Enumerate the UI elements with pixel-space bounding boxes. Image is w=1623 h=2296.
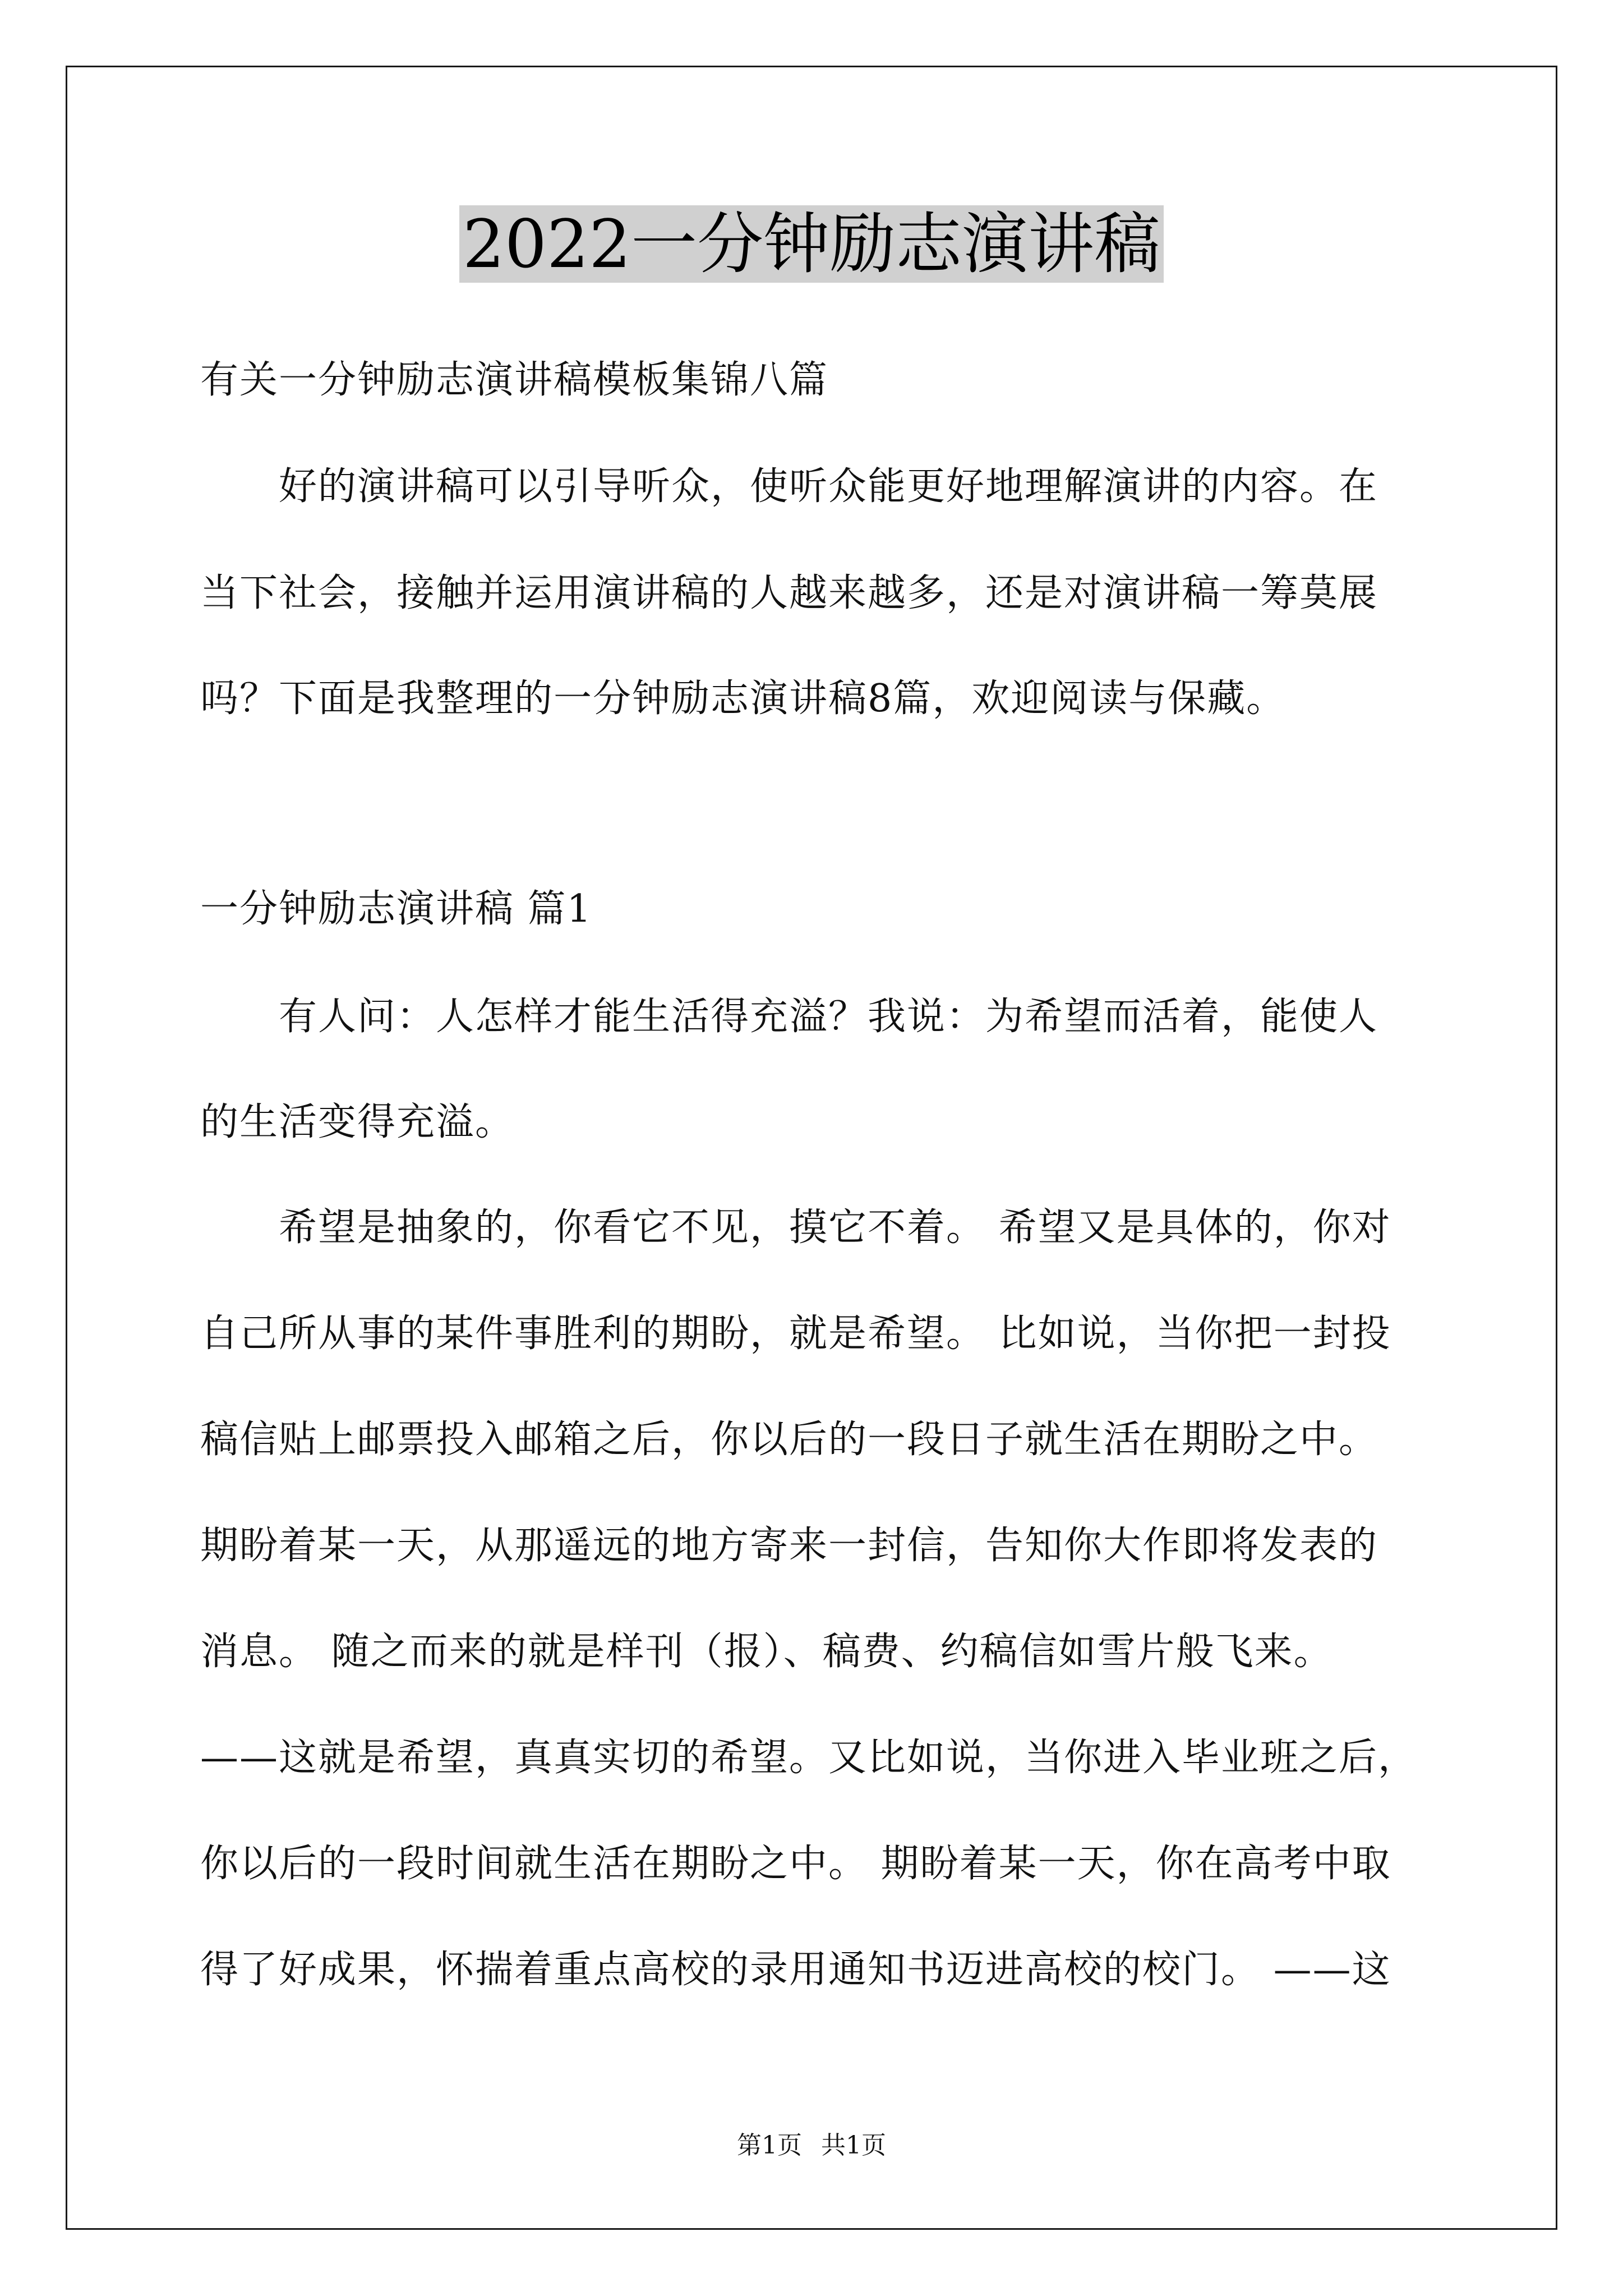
paragraph-line: 希望是抽象的，你看它不见，摸它不着。 希望又是具体的，你对 xyxy=(279,1205,1391,1250)
page-footer xyxy=(0,2129,1623,2162)
paragraph-line: 自己所从事的某件事胜利的期盼，就是希望。 比如说，当你把一封投 xyxy=(200,1312,1391,1356)
paragraph-line: 期盼着某一天，从那遥远的地方寄来一封信，告知你大作即将发表的 xyxy=(200,1524,1378,1568)
paragraph-line: 得了好成果，怀揣着重点高校的录用通知书迈进高校的校门。 ——这 xyxy=(200,1948,1391,1992)
intro-line: 好的演讲稿可以引导听众，使听众能更好地理解演讲的内容。在 xyxy=(279,464,1378,509)
document-title-text: 2022一分钟励志演讲稿 xyxy=(459,205,1164,283)
paragraph-line: 稿信贴上邮票投入邮箱之后，你以后的一段日子就生活在期盼之中。 xyxy=(200,1418,1378,1462)
document-subtitle: 有关一分钟励志演讲稿模板集锦八篇 xyxy=(200,358,829,402)
paragraph-line: 的生活变得充溢。 xyxy=(200,1100,515,1144)
section-heading: 一分钟励志演讲稿 篇1 xyxy=(200,887,592,931)
document-title xyxy=(0,202,1623,286)
paragraph-line: ——这就是希望，真真实切的希望。又比如说，当你进入毕业班之后， xyxy=(200,1736,1418,1780)
paragraph-line: 消息。 随之而来的就是样刊（报）、稿费、约稿信如雪片般飞来。 xyxy=(200,1630,1333,1674)
page-total: 共1页 xyxy=(821,2131,886,2160)
paragraph-line: 有人问：人怎样才能生活得充溢？我说：为希望而活着，能使人 xyxy=(279,995,1378,1039)
intro-line: 吗？下面是我整理的一分钟励志演讲稿8篇，欢迎阅读与保藏。 xyxy=(200,677,1286,721)
intro-line: 当下社会，接触并运用演讲稿的人越来越多，还是对演讲稿一筹莫展 xyxy=(200,571,1378,615)
page-number: 第1页 xyxy=(737,2131,802,2160)
paragraph-line: 你以后的一段时间就生活在期盼之中。 期盼着某一天，你在高考中取 xyxy=(200,1842,1391,1886)
